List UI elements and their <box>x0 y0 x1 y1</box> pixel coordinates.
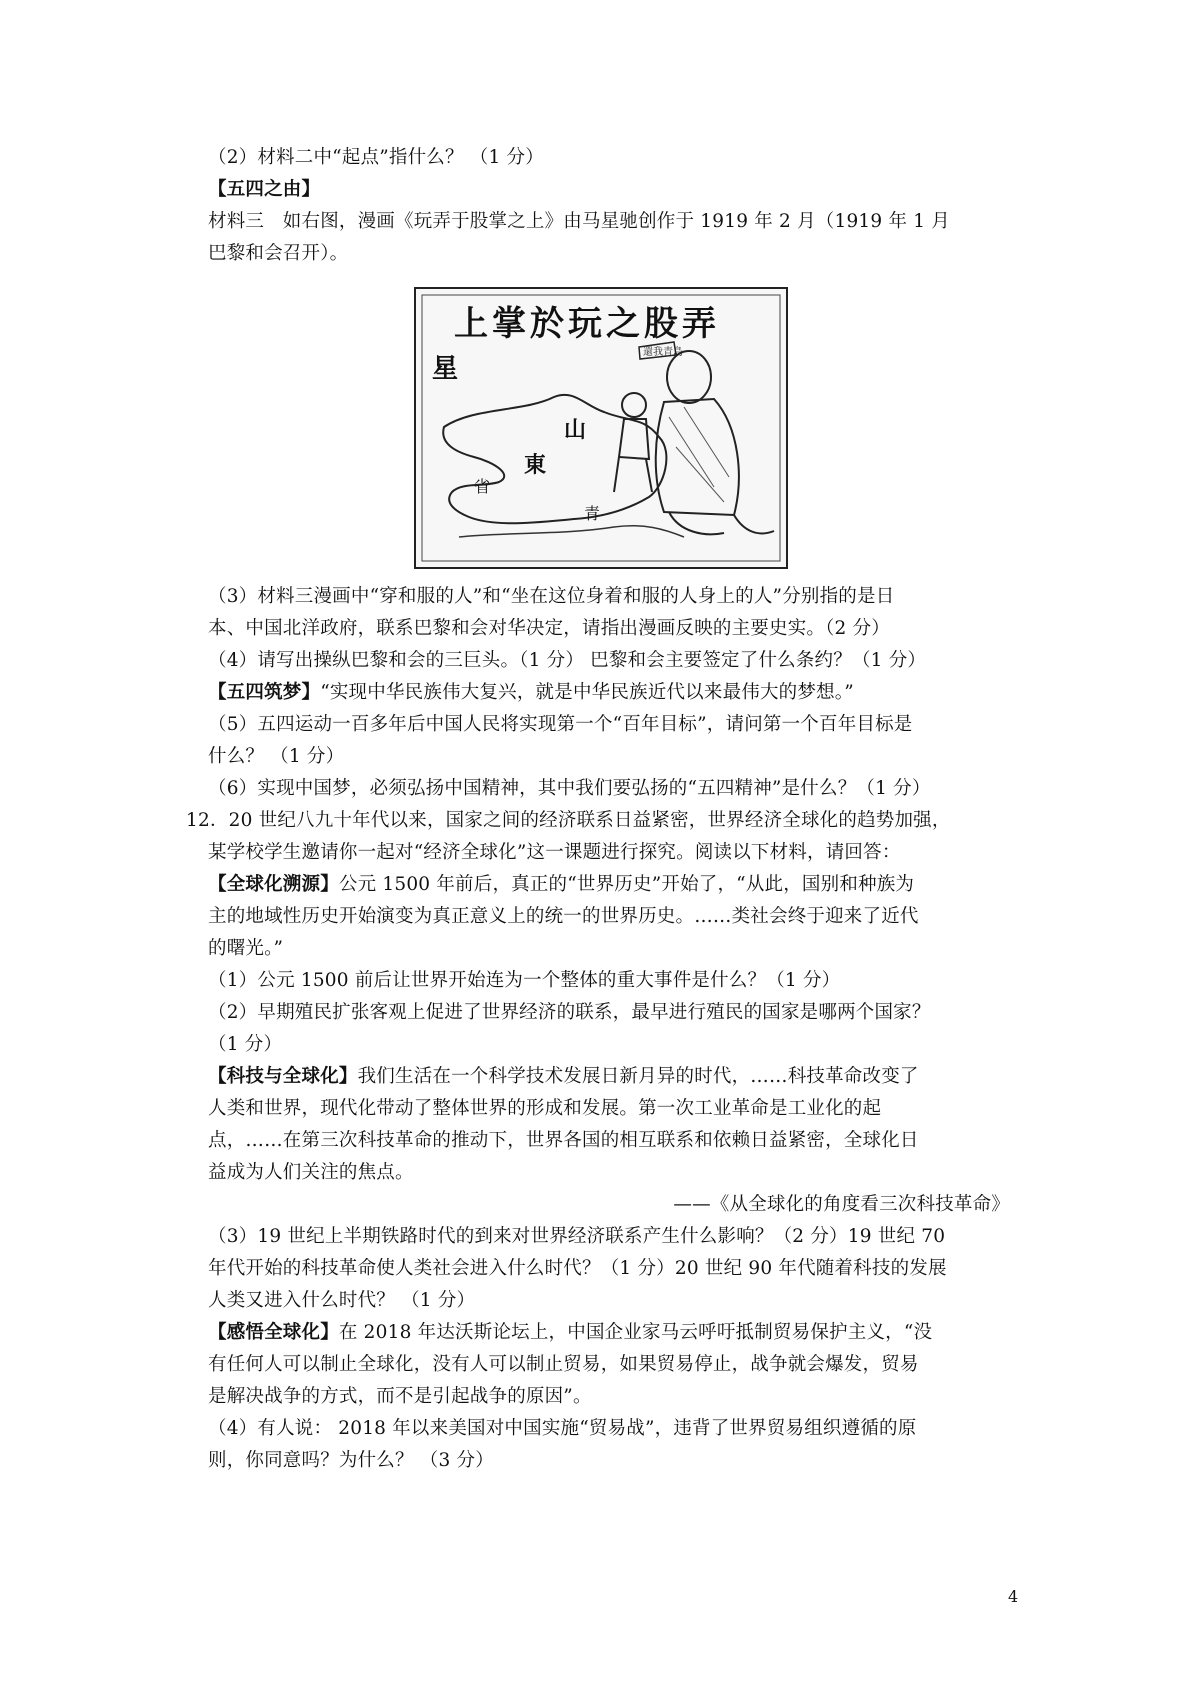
origin-text-2: 主的地域性历史开始演变为真正意义上的统一的世界历史。……类社会终于迎来了近代 <box>208 906 919 927</box>
section-title-origin: 【全球化溯源】 <box>208 874 339 895</box>
cartoon-title-text: 上掌於玩之股弄 <box>454 304 720 344</box>
material-3-line-2: 巴黎和会召开）。 <box>208 243 349 264</box>
q11-question-2: （2）材料二中“起点”指什么？ （1 分） <box>208 147 544 168</box>
tech-text-3: 点，……在第三次科技革命的推动下，世界各国的相互联系和依赖日益紧密，全球化日 <box>208 1130 919 1151</box>
feel-text-1: 在 2018 年达沃斯论坛上，中国企业家马云呼吁抵制贸易保护主义，“没 <box>338 1322 933 1343</box>
section-title-tech: 【科技与全球化】 <box>208 1066 358 1087</box>
feel-text-2: 有任何人可以制止全球化，没有人可以制止贸易，如果贸易停止，战争就会爆发，贸易 <box>208 1354 919 1375</box>
q12-intro-line-1: 12．20 世纪八九十年代以来，国家之间的经济联系日益紧密，世界经济全球化的趋势加强， <box>186 810 951 831</box>
cartoon-image <box>414 287 788 569</box>
cartoon-label-left: 省 <box>474 477 491 496</box>
dream-paragraph <box>208 681 854 705</box>
q12-question-1: （1）公元 1500 前后让世界开始连为一个整体的重大事件是什么？（1 分） <box>208 970 841 991</box>
q12-intro-line-2: 某学校学生邀请你一起对“经济全球化”这一课题进行探究。阅读以下材料，请回答： <box>208 842 901 863</box>
tech-source: ——《从全球化的角度看三次科技革命》 <box>673 1194 1010 1215</box>
cartoon-label-shan: 山 <box>564 418 587 443</box>
cartoon-tag-text: 還我青島 <box>643 347 683 358</box>
section-title-dream: 【五四筑梦】 <box>208 682 321 703</box>
tech-text-1: 我们生活在一个科学技术发展日新月异的时代，……科技革命改变了 <box>357 1066 919 1087</box>
section-title-cause: 【五四之由】 <box>208 179 321 200</box>
q11-question-6: （6）实现中国梦，必须弘扬中国精神，其中我们要弘扬的“五四精神”是什么？（1 分） <box>208 778 931 799</box>
origin-text-1: 公元 1500 年前后，真正的“世界历史”开始了，“从此，国别和种族为 <box>338 874 915 895</box>
tech-text-2: 人类和世界，现代化带动了整体世界的形成和发展。第一次工业革命是工业化的起 <box>208 1098 882 1119</box>
origin-paragraph-line-1 <box>208 873 914 897</box>
q11-question-3-line-1: （3）材料三漫画中“穿和服的人”和“坐在这位身着和服的人身上的人”分别指的是日 <box>208 586 895 607</box>
cartoon-signature: 星 <box>432 354 459 384</box>
material-3-line-1: 材料三 如右图，漫画《玩弄于股掌之上》由马星驰创作于 1919 年 2 月（1919 年 1 月 <box>208 211 950 232</box>
q12-question-3-line-2: 年代开始的科技革命使人类社会进入什么时代？（1 分）20 世纪 90 年代随着科技的发展 <box>208 1258 947 1279</box>
dream-text: “实现中华民族伟大复兴，就是中华民族近代以来最伟大的梦想。” <box>320 682 854 703</box>
cartoon-label-qing: 青 <box>584 504 601 523</box>
q12-question-3-line-3: 人类又进入什么时代？ （1 分） <box>208 1290 476 1311</box>
q12-question-4-line-1: （4）有人说： 2018 年以来美国对中国实施“贸易战”，违背了世界贸易组织遵循的原 <box>208 1418 917 1439</box>
cartoon-label-dong: 東 <box>524 453 547 478</box>
q12-question-3-line-1: （3）19 世纪上半期铁路时代的到来对世界经济联系产生什么影响？（2 分）19 世纪 70 <box>208 1226 946 1247</box>
q11-question-3-line-2: 本、中国北洋政府，联系巴黎和会对华决定，请指出漫画反映的主要史实。（2 分） <box>208 618 891 639</box>
q12-question-4-line-2: 则，你同意吗？为什么？ （3 分） <box>208 1450 494 1471</box>
q11-question-4: （4）请写出操纵巴黎和会的三巨头。（1 分） 巴黎和会主要签定了什么条约？（1 分） <box>208 650 927 671</box>
origin-text-3: 的曙光。” <box>208 938 284 959</box>
q11-question-5-line-1: （5）五四运动一百多年后中国人民将实现第一个“百年目标”，请问第一个百年目标是 <box>208 714 913 735</box>
feel-text-3: 是解决战争的方式，而不是引起战争的原因”。 <box>208 1386 592 1407</box>
section-title-feel: 【感悟全球化】 <box>208 1322 339 1343</box>
q11-question-5-line-2: 什么？ （1 分） <box>208 746 345 767</box>
tech-text-4: 益成为人们关注的焦点。 <box>208 1162 414 1183</box>
tech-paragraph-line-1 <box>208 1065 919 1089</box>
page-number: 4 <box>1008 1587 1019 1606</box>
q12-question-2-line-2: （1 分） <box>208 1034 283 1055</box>
feel-paragraph-line-1 <box>208 1321 932 1345</box>
q12-question-2-line-1: （2）早期殖民扩张客观上促进了世界经济的联系，最早进行殖民的国家是哪两个国家？ <box>208 1002 931 1023</box>
